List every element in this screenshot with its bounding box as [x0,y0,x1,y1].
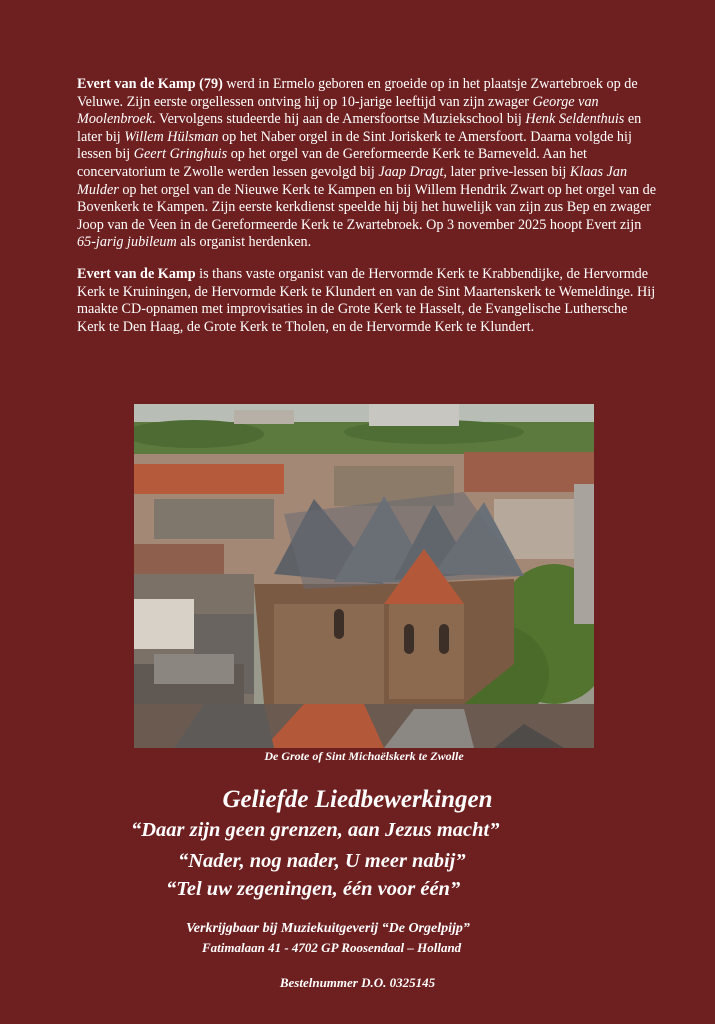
italic-text: Jaap Dragt, [378,163,447,180]
photo-caption: De Grote of Sint Michaëlskerk te Zwolle [264,749,464,763]
bold-text: Evert van de Kamp [77,265,196,282]
text-run: op het Naber orgel in de Sint Joriskerk te Amersfoort. Daarna volgde hij lessen bij [77,128,632,163]
text-run: op het orgel van de Nieuwe Kerk te Kampen en bij Willem Hendrik Zwart op het orgel van de Bovenkerk te Kampen. Zijn eerste kerkdienst speelde hij bij het huwelijk van zijn zus Bep en zwager Joop van de Veen in de Gereformeerde Kerk te Zwartebroek. Op 3 november 2025 hoopt Evert zijn [77,181,656,233]
text-run: en later bij [77,111,642,145]
song-title: “Tel uw zegeningen, één voor één” [166,878,461,900]
text-run: op het orgel van de Gereformeerde Kerk te Barneveld. Aan het concervatorium te Zwolle werden lessen gevolgd bij [77,146,587,180]
italic-text: Henk Seldenthuis [525,111,625,128]
bold-text: Evert van de Kamp (79) [77,76,223,92]
text-run: . Vervolgens studeerde hij aan de Amersfoortse Muziekschool bij [152,111,526,128]
bio-paragraph-1 [77,76,657,252]
text-run: later prive-lessen bij [446,163,570,180]
publisher-address: Fatimalaan 41 - 4702 GP Roosendaal – Holland [202,940,462,955]
text-run: als organist herdenken. [176,234,312,251]
order-number: Bestelnummer D.O. 0325145 [279,975,436,990]
song-title: “Nader, nog nader, U meer nabij” [178,850,466,872]
italic-text: Geert Gringhuis [133,146,228,163]
publisher-line: Verkrijgbaar bij Muziekuitgeverij “De Orgelpijp” [186,921,470,936]
text-run: werd in Ermelo geboren en groeide op in het plaatsje Zwartebroek op de Veluwe. Zijn eerste orgellessen ontving hij op 10-jarige leeftijd van zijn zwager [77,76,638,110]
italic-text: Willem Hülsman [124,128,219,145]
album-heading: Geliefde Liedbewerkingen [222,786,493,813]
italic-text: George van Moolenbroek [77,93,599,128]
text-run: is thans vaste organist van de Hervormde Kerk te Krabbendijke, de Hervormde Kerk te Kruiningen, de Hervormde Kerk te Klundert en van de Sint Maartenskerk te Wemeldinge. Hij maakte CD-opnamen met improvisaties in de Grote Kerk te Hasselt, de Evangelische Luthersche Kerk te Den Haag, de Grote Kerk te Tholen, en de Hervormde Kerk te Klundert. [77,265,656,335]
italic-text: Klaas Jan Mulder [77,163,628,198]
italic-text: 65-jarig jubileum [77,234,177,251]
biography [77,76,657,350]
bio-paragraph-2 [77,266,657,336]
song-title: “Daar zijn geen grenzen, aan Jezus macht” [131,819,500,841]
church-photo [134,404,594,748]
